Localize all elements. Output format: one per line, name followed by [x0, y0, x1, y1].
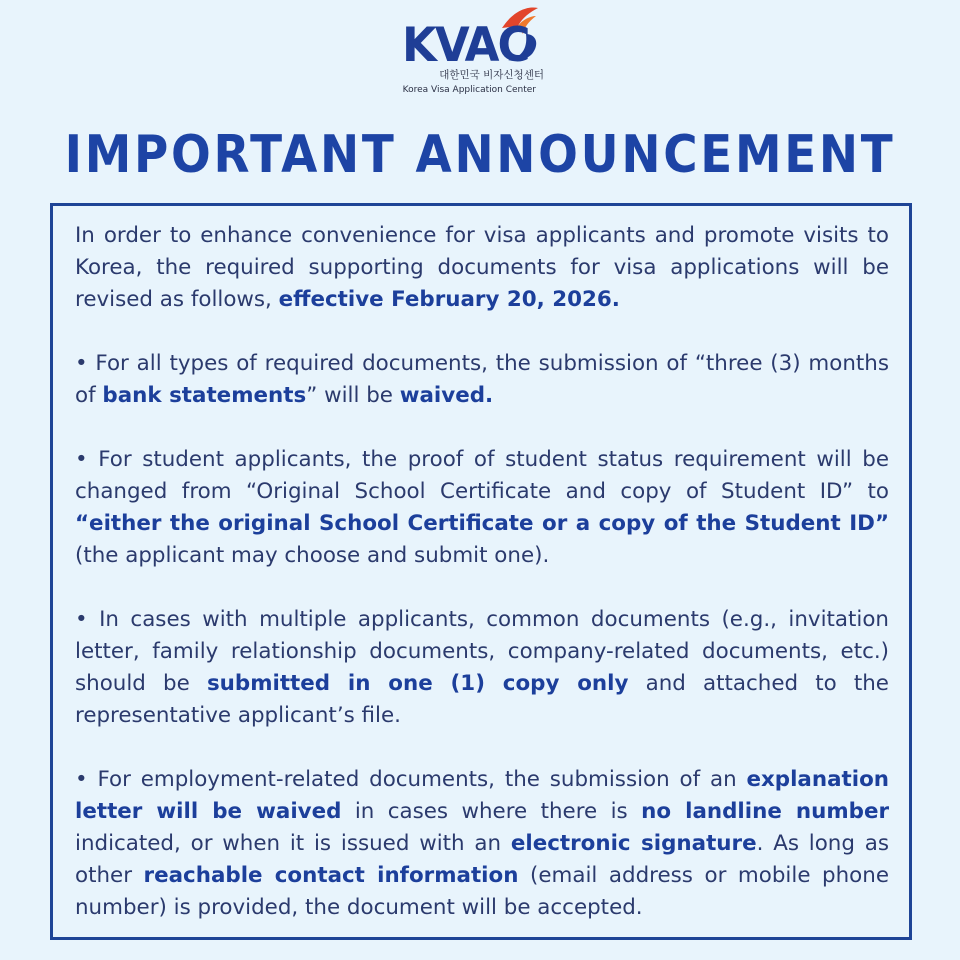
bullet-bold: electronic signature	[510, 831, 757, 856]
bullet-text: indicated, or when it is issued with an	[75, 831, 511, 856]
bullet-bold: “either the original School Certificate or a copy of the Student ID”	[75, 511, 889, 536]
bullet-employment-documents	[75, 764, 889, 924]
bullet-bold: bank statements	[102, 383, 307, 408]
bullet-text: (the applicant may choose and submit one).	[75, 543, 550, 568]
bullet-text: and attached to the representative applicant’s file.	[75, 671, 889, 728]
bullet-bold: waived.	[399, 383, 494, 408]
bullet-text: • In cases with multiple applicants, common documents (e.g., invitation letter, family relationship documents, company-related documents, etc.) should be	[75, 607, 889, 696]
bullet-text: in cases where there is	[341, 799, 642, 824]
bullet-student-status	[75, 444, 889, 572]
bullet-text: • For student applicants, the proof of student status requirement will be changed from “Original School Certificate and copy of Student ID” to	[75, 447, 889, 504]
bullet-bold: submitted in one (1) copy only	[206, 671, 629, 696]
bullet-text: . As long as other	[75, 831, 889, 888]
bullet-bank-statements	[75, 348, 889, 412]
bullet-multiple-applicants	[75, 604, 889, 732]
intro-text: In order to enhance convenience for visa applicants and promote visits to Korea, the required supporting documents for visa applications will be revised as follows,	[75, 223, 889, 312]
announcement-content	[75, 220, 889, 924]
bullet-text: (email address or mobile phone number) is provided, the document will be accepted.	[75, 863, 889, 920]
bullet-bold: reachable contact information	[143, 863, 519, 888]
logo-wordmark: KVAC	[402, 16, 529, 73]
logo-english-name: Korea Visa Application Center	[402, 85, 536, 95]
bullet-text: ” will be	[306, 383, 400, 408]
effective-date: effective February 20, 2026.	[278, 287, 620, 312]
bullet-bold: no landline number	[641, 799, 889, 824]
bullet-text: • For employment-related documents, the submission of an	[75, 767, 747, 792]
intro-paragraph	[75, 220, 889, 316]
bullet-bold: explanation letter will be waived	[75, 767, 889, 824]
announcement-box	[50, 203, 912, 940]
page-title: IMPORTANT ANNOUNCEMENT	[64, 125, 896, 185]
logo-korean-name: 대한민국 비자신청센터	[439, 69, 544, 81]
bullet-text: • For all types of required documents, the submission of “three (3) months of	[75, 351, 889, 408]
kvac-logo	[396, 2, 556, 98]
